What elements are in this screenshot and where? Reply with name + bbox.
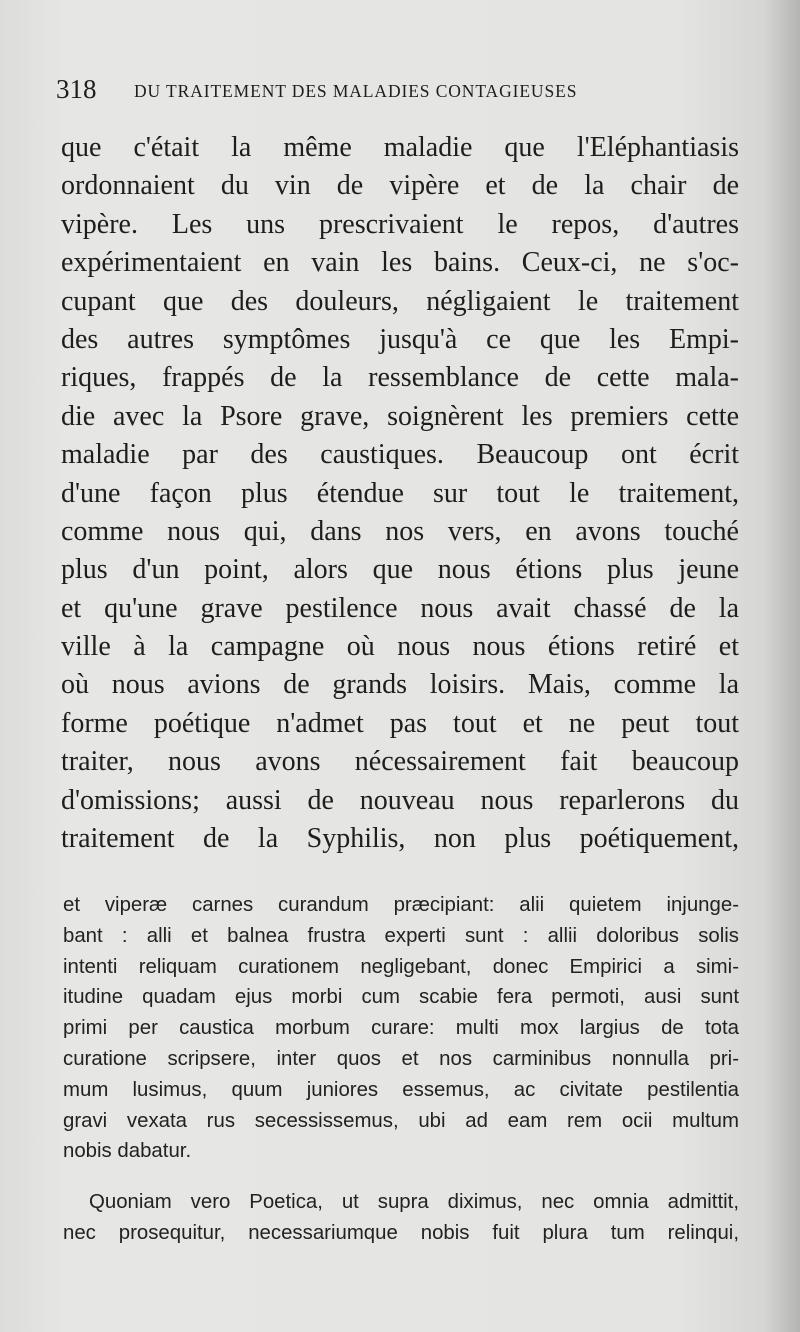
main-text-block bbox=[61, 129, 739, 858]
footnote-line: bant : alli et balnea frustra experti sunt : allii doloribus solis bbox=[63, 924, 739, 947]
main-text-line: forme poétique n'admet pas tout et ne peut tout bbox=[61, 707, 739, 739]
main-text-line: die avec la Psore grave, soignèrent les premiers cette bbox=[61, 400, 739, 432]
main-text-line: expérimentaient en vain les bains. Ceux-ci, ne s'oc- bbox=[61, 247, 739, 279]
main-text-line: ordonnaient du vin de vipère et de la chair de bbox=[61, 170, 739, 202]
main-text-line: traitement de la Syphilis, non plus poétiquement, bbox=[61, 823, 739, 855]
main-text-line: d'omissions; aussi de nouveau nous reparlerons du bbox=[61, 784, 739, 816]
footnote-line: et viperæ carnes curandum præcipiant: alii quietem injunge- bbox=[63, 894, 739, 916]
main-text-line: cupant que des douleurs, négligaient le traitement bbox=[61, 285, 739, 317]
footnote-line: primi per caustica morbum curare: multi mox largius de tota bbox=[63, 1017, 739, 1040]
footnote-line: itudine quadam ejus morbi cum scabie fera permoti, ausi sunt bbox=[63, 986, 739, 1009]
main-text-line: comme nous qui, dans nos vers, en avons touché bbox=[61, 515, 739, 547]
footnote-line: Quoniam vero Poetica, ut supra diximus, nec omnia admittit, bbox=[89, 1191, 739, 1214]
main-text-line: où nous avions de grands loisirs. Mais, comme la bbox=[61, 669, 739, 701]
footnote-line: intenti reliquam curationem negligebant, donec Empirici a simi- bbox=[63, 955, 739, 978]
footnote-line: mum lusimus, quum juniores essemus, ac civitate pestilentia bbox=[63, 1078, 739, 1101]
main-text-line: riques, frappés de la ressemblance de cette mala- bbox=[61, 362, 739, 394]
main-text-line: et qu'une grave pestilence nous avait chassé de la bbox=[61, 592, 739, 624]
main-text-line: d'une façon plus étendue sur tout le traitement, bbox=[61, 477, 739, 509]
running-title: DU TRAITEMENT DES MALADIES CONTAGIEUSES bbox=[134, 81, 578, 101]
page-edge-shadow bbox=[764, 0, 800, 1332]
main-text-line: maladie par des caustiques. Beaucoup ont écrit bbox=[61, 439, 739, 471]
page-header bbox=[56, 74, 756, 110]
main-text-line: ville à la campagne où nous nous étions retiré et bbox=[61, 631, 739, 663]
page-number: 318 bbox=[56, 74, 97, 104]
footnote-line: nec prosequitur, necessariumque nobis fuit plura tum relinqui, bbox=[63, 1221, 739, 1244]
paragraph-gap bbox=[63, 1167, 739, 1187]
footnote-line: nobis dabatur. bbox=[63, 1140, 192, 1163]
latin-footnote bbox=[63, 890, 739, 1249]
main-text-line: que c'était la même maladie que l'Eléphantiasis bbox=[61, 132, 739, 163]
main-text-line: traiter, nous avons nécessairement fait beaucoup bbox=[61, 746, 739, 778]
footnote-line: gravi vexata rus secessissemus, ubi ad eam rem ocii multum bbox=[63, 1109, 739, 1132]
main-text-line: des autres symptômes jusqu'à ce que les Empi- bbox=[61, 323, 739, 355]
main-text-line: vipère. Les uns prescrivaient le repos, d'autres bbox=[61, 208, 739, 240]
footnote-line: curatione scripsere, inter quos et nos carminibus nonnulla pri- bbox=[63, 1047, 739, 1070]
main-text-line: plus d'un point, alors que nous étions plus jeune bbox=[61, 554, 739, 586]
